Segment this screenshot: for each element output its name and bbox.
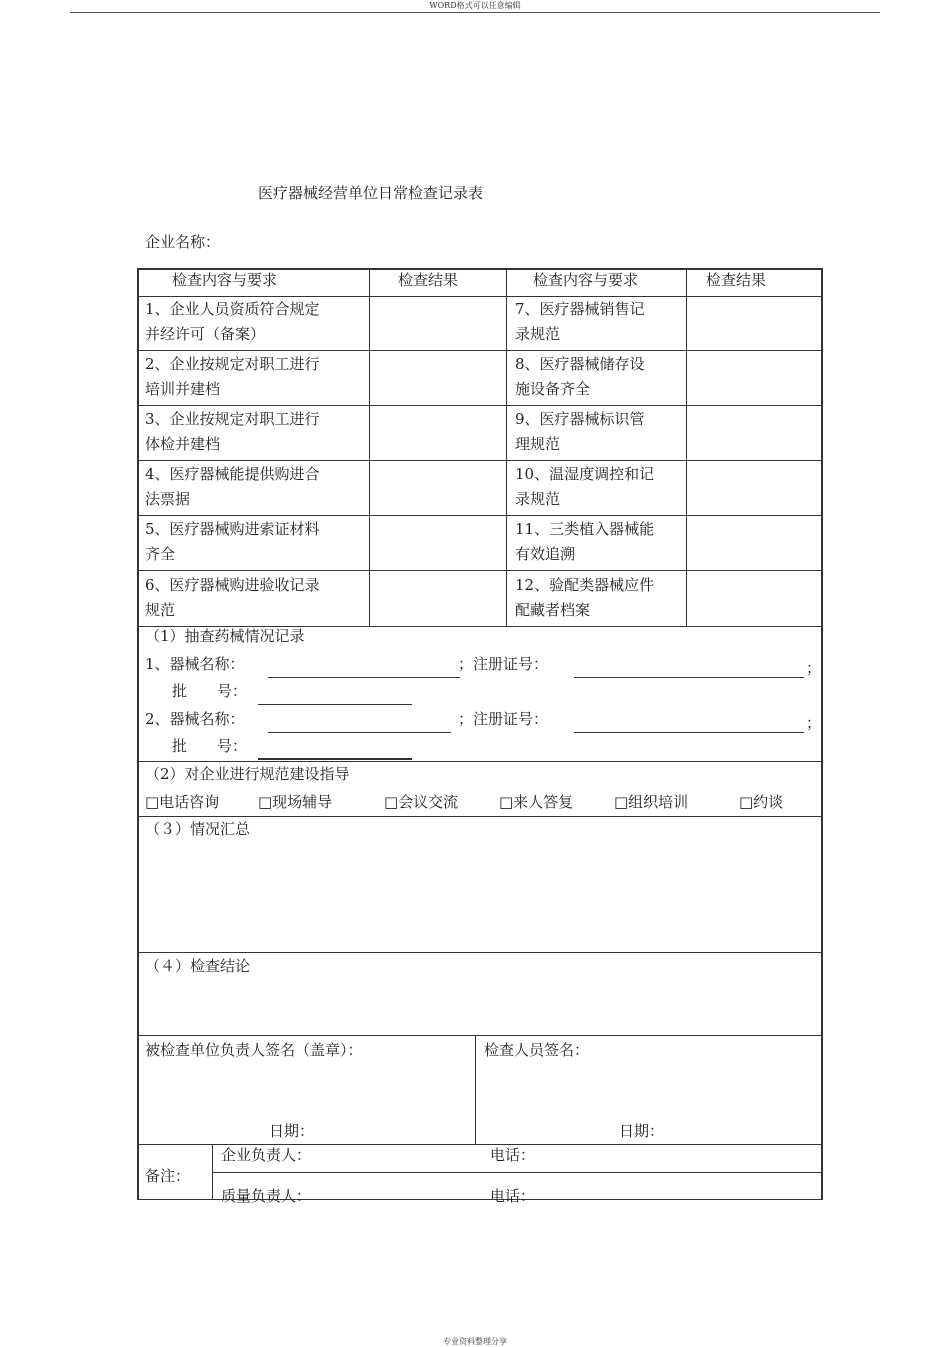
header-divider xyxy=(70,12,880,13)
inspector-signature-label: 检查人员签名： xyxy=(484,1041,590,1059)
device2-end-semicolon: ； xyxy=(806,714,822,732)
result-cell-10[interactable] xyxy=(687,461,820,514)
device2-name-field[interactable] xyxy=(268,732,451,733)
company-head-phone-label: 电话： xyxy=(490,1146,536,1164)
device2-batch-label: 批 号： xyxy=(172,737,248,755)
summary-area[interactable] xyxy=(139,842,820,950)
check-item-10-line1: 10、温湿度调控和记 xyxy=(515,465,655,483)
check-item-6-line2: 规范 xyxy=(145,601,176,619)
table-right-border xyxy=(821,268,823,1200)
device2-reg-label: ；注册证号： xyxy=(458,710,549,728)
summary-heading: （３）情况汇总 xyxy=(145,820,251,838)
result-cell-2[interactable] xyxy=(370,351,505,404)
result-cell-4[interactable] xyxy=(370,461,505,514)
check-item-8-line1: 8、医疗器械储存设 xyxy=(515,355,645,373)
device1-end-semicolon: ； xyxy=(806,659,822,677)
check-item-9-line2: 理规范 xyxy=(515,435,561,453)
col-header-result-right: 检查结果 xyxy=(706,271,767,289)
guidance-option-interview[interactable]: □约谈 xyxy=(739,793,784,811)
col-header-content-left: 检查内容与要求 xyxy=(172,271,278,289)
guidance-option-training[interactable]: □组织培训 xyxy=(614,793,689,811)
check-item-1-line2: 并经许可（备案） xyxy=(145,325,266,343)
device2-batch-field[interactable] xyxy=(258,758,412,760)
check-item-7-line2: 录规范 xyxy=(515,325,561,343)
check-item-10-line2: 录规范 xyxy=(515,490,561,508)
inspected-signature-label: 被检查单位负责人签名（盖章）： xyxy=(145,1041,363,1059)
check-item-12-line1: 12、验配类器械应件 xyxy=(515,576,655,594)
check-item-9-line1: 9、医疗器械标识管 xyxy=(515,410,645,428)
row-divider xyxy=(137,1035,823,1036)
sampling-heading: （1）抽查药械情况记录 xyxy=(145,627,305,645)
notes-label: 备注： xyxy=(145,1167,191,1185)
row-divider xyxy=(137,952,823,953)
check-item-6-line1: 6、医疗器械购进验收记录 xyxy=(145,576,320,594)
conclusion-area[interactable] xyxy=(139,980,820,1033)
guidance-option-phone[interactable]: □电话咨询 xyxy=(145,793,220,811)
result-cell-6[interactable] xyxy=(370,571,505,625)
result-cell-7[interactable] xyxy=(687,297,820,349)
column-divider xyxy=(475,1035,476,1144)
company-head-label: 企业负责人： xyxy=(221,1146,312,1164)
quality-head-phone-label: 电话： xyxy=(490,1187,536,1205)
device1-name-label: 1、器械名称： xyxy=(145,655,245,673)
check-item-2-line1: 2、企业按规定对职工进行 xyxy=(145,355,320,373)
result-cell-8[interactable] xyxy=(687,351,820,404)
column-divider xyxy=(212,1144,213,1199)
col-header-content-right: 检查内容与要求 xyxy=(533,271,639,289)
check-item-5-line2: 齐全 xyxy=(145,545,176,563)
device2-name-label: 2、器械名称： xyxy=(145,710,245,728)
check-item-11-line1: 11、三类植入器械能 xyxy=(515,520,655,538)
device2-reg-field[interactable] xyxy=(574,732,804,733)
check-item-2-line2: 培训并建档 xyxy=(145,380,221,398)
page-header-text: WORD格式可以任意编辑 xyxy=(429,1,521,10)
result-cell-11[interactable] xyxy=(687,516,820,569)
check-item-7-line1: 7、医疗器械销售记 xyxy=(515,300,645,318)
check-item-11-line2: 有效追溯 xyxy=(515,545,576,563)
check-item-3-line2: 体检并建档 xyxy=(145,435,221,453)
guidance-option-meeting[interactable]: □会议交流 xyxy=(384,793,459,811)
check-item-4-line2: 法票据 xyxy=(145,490,191,508)
check-item-8-line2: 施设备齐全 xyxy=(515,380,591,398)
device1-reg-label: ；注册证号： xyxy=(458,655,549,673)
inspected-date-label: 日期： xyxy=(269,1122,315,1140)
check-item-4-line1: 4、医疗器械能提供购进合 xyxy=(145,465,320,483)
result-cell-9[interactable] xyxy=(687,406,820,459)
company-name-label: 企业名称： xyxy=(145,233,221,251)
device1-batch-field[interactable] xyxy=(258,704,412,705)
result-cell-12[interactable] xyxy=(687,571,820,625)
table-left-border xyxy=(137,268,139,1200)
device1-name-field[interactable] xyxy=(268,677,460,678)
check-item-12-line2: 配藏者档案 xyxy=(515,601,591,619)
device1-batch-label: 批 号： xyxy=(172,682,248,700)
col-header-result-left: 检查结果 xyxy=(398,271,459,289)
result-cell-3[interactable] xyxy=(370,406,505,459)
page-footer-text: 专业资料整理分享 xyxy=(443,1337,507,1346)
check-item-1-line1: 1、企业人员资质符合规定 xyxy=(145,300,320,318)
quality-head-label: 质量负责人： xyxy=(221,1187,312,1205)
conclusion-heading: （４）检查结论 xyxy=(145,957,251,975)
guidance-option-visit-reply[interactable]: □来人答复 xyxy=(499,793,574,811)
result-cell-5[interactable] xyxy=(370,516,505,569)
guidance-option-onsite[interactable]: □现场辅导 xyxy=(258,793,333,811)
inspector-date-label: 日期： xyxy=(619,1122,665,1140)
check-item-3-line1: 3、企业按规定对职工进行 xyxy=(145,410,320,428)
device1-reg-field[interactable] xyxy=(574,677,804,678)
check-item-5-line1: 5、医疗器械购进索证材料 xyxy=(145,520,320,538)
column-divider xyxy=(506,268,507,626)
page-title: 医疗器械经营单位日常检查记录表 xyxy=(258,184,484,202)
row-divider xyxy=(212,1172,823,1173)
guidance-heading: （2）对企业进行规范建设指导 xyxy=(145,765,350,783)
result-cell-1[interactable] xyxy=(370,297,505,349)
